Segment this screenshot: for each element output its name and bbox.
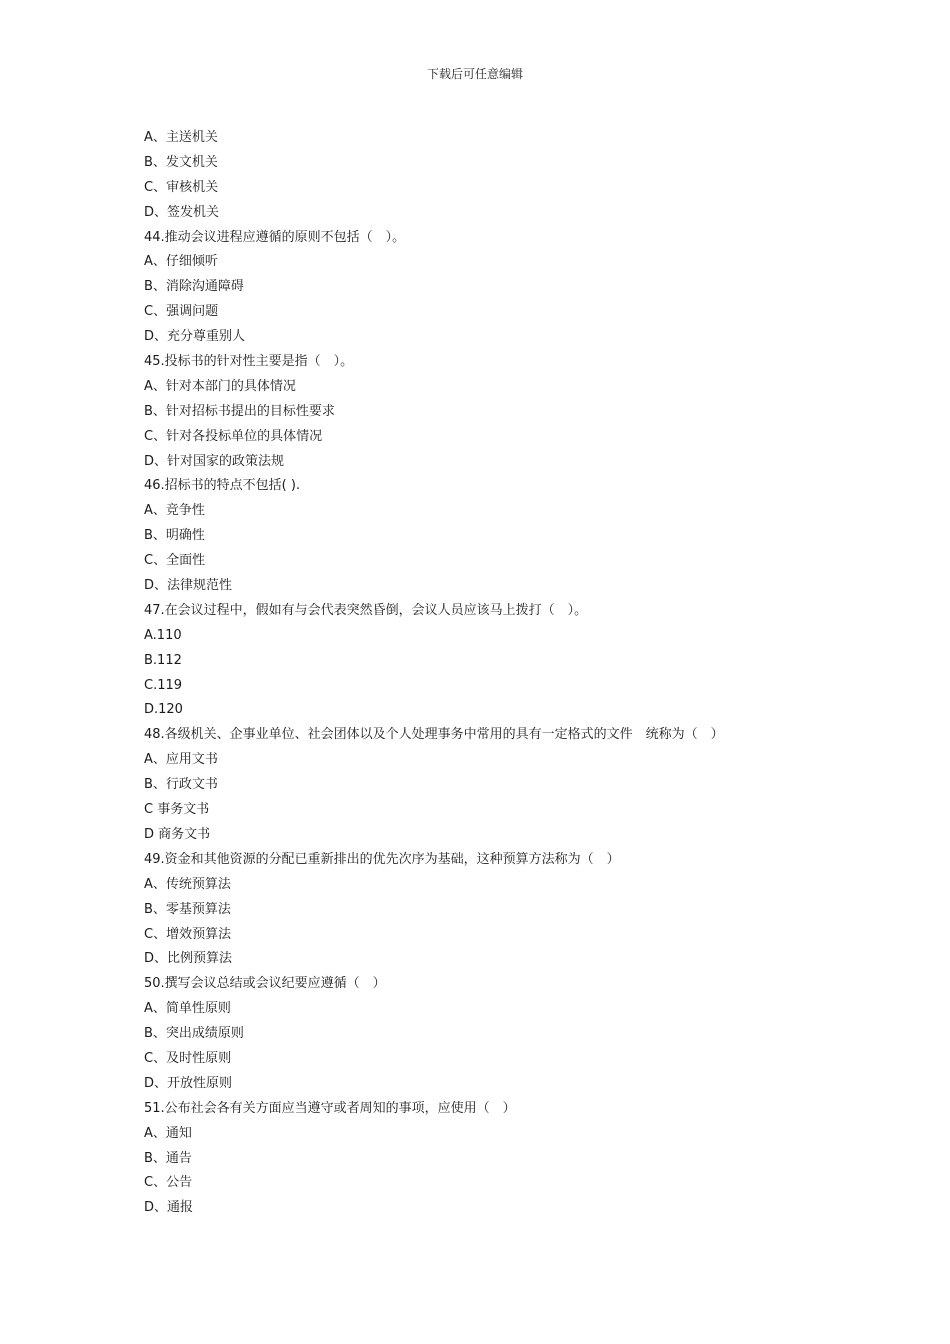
option-line: C、全面性 (144, 553, 206, 569)
option-line: B、针对招标书提出的目标性要求 (144, 403, 335, 419)
option-line: A、传统预算法 (144, 876, 231, 892)
option-line: B、突出成绩原则 (144, 1026, 244, 1042)
question-48: 48.各级机关、企事业单位、社会团体以及个人处理事务中常用的具有一定格式的文件 统称为（ ） (144, 727, 724, 743)
option-line: A、针对本部门的具体情况 (144, 378, 296, 394)
option-line: B.112 (144, 652, 182, 668)
option-line: A、简单性原则 (144, 1001, 231, 1017)
option-line: C、增效预算法 (144, 926, 232, 942)
option-line: D 商务文书 (144, 826, 211, 842)
option-line: D、针对国家的政策法规 (144, 453, 285, 469)
option-line: D、签发机关 (144, 204, 220, 220)
option-line: C、及时性原则 (144, 1050, 232, 1066)
question-45: 45.投标书的针对性主要是指（ ）。 (144, 354, 354, 370)
option-line: B、零基预算法 (144, 901, 231, 917)
option-line: C.119 (144, 677, 183, 693)
option-line: A、竞争性 (144, 503, 205, 519)
option-line: D、比例预算法 (144, 951, 233, 967)
option-line: B、消除沟通障碍 (144, 279, 244, 295)
question-50: 50.撰写会议总结或会议纪要应遵循（ ） (144, 976, 386, 992)
option-line: A、主送机关 (144, 130, 218, 145)
option-line: D、法律规范性 (144, 578, 233, 594)
option-line: C、公告 (144, 1175, 193, 1191)
option-line: C 事务文书 (144, 802, 210, 818)
option-line: B、发文机关 (144, 154, 218, 170)
question-46: 46.招标书的特点不包括( ). (144, 478, 301, 494)
option-line: C、审核机关 (144, 179, 219, 195)
option-line: A、应用文书 (144, 752, 218, 768)
option-line: C、强调问题 (144, 304, 219, 320)
option-line: B、行政文书 (144, 777, 218, 793)
option-line: A.110 (144, 627, 182, 643)
option-line: D.120 (144, 702, 183, 718)
question-44: 44.推动会议进程应遵循的原则不包括（ ）。 (144, 229, 406, 245)
option-line: D、通报 (144, 1200, 194, 1216)
question-47: 47.在会议过程中，假如有与会代表突然昏倒，会议人员应该马上拨打（ ）。 (144, 602, 588, 618)
question-51: 51.公布社会各有关方面应当遵守或者周知的事项，应使用（ ） (144, 1100, 516, 1116)
option-line: B、明确性 (144, 528, 205, 544)
option-line: A、通知 (144, 1125, 192, 1141)
question-list (144, 126, 844, 1221)
option-line: B、通告 (144, 1150, 192, 1166)
option-line: D、充分尊重别人 (144, 329, 246, 345)
option-line: A、仔细倾听 (144, 254, 218, 270)
option-line: C、针对各投标单位的具体情况 (144, 428, 323, 444)
option-line: D、开放性原则 (144, 1075, 233, 1091)
page-header: 下载后可任意编辑 (426, 67, 523, 81)
question-49: 49.资金和其他资源的分配已重新排出的优先次序为基础，这种预算方法称为（ ） (144, 851, 620, 867)
